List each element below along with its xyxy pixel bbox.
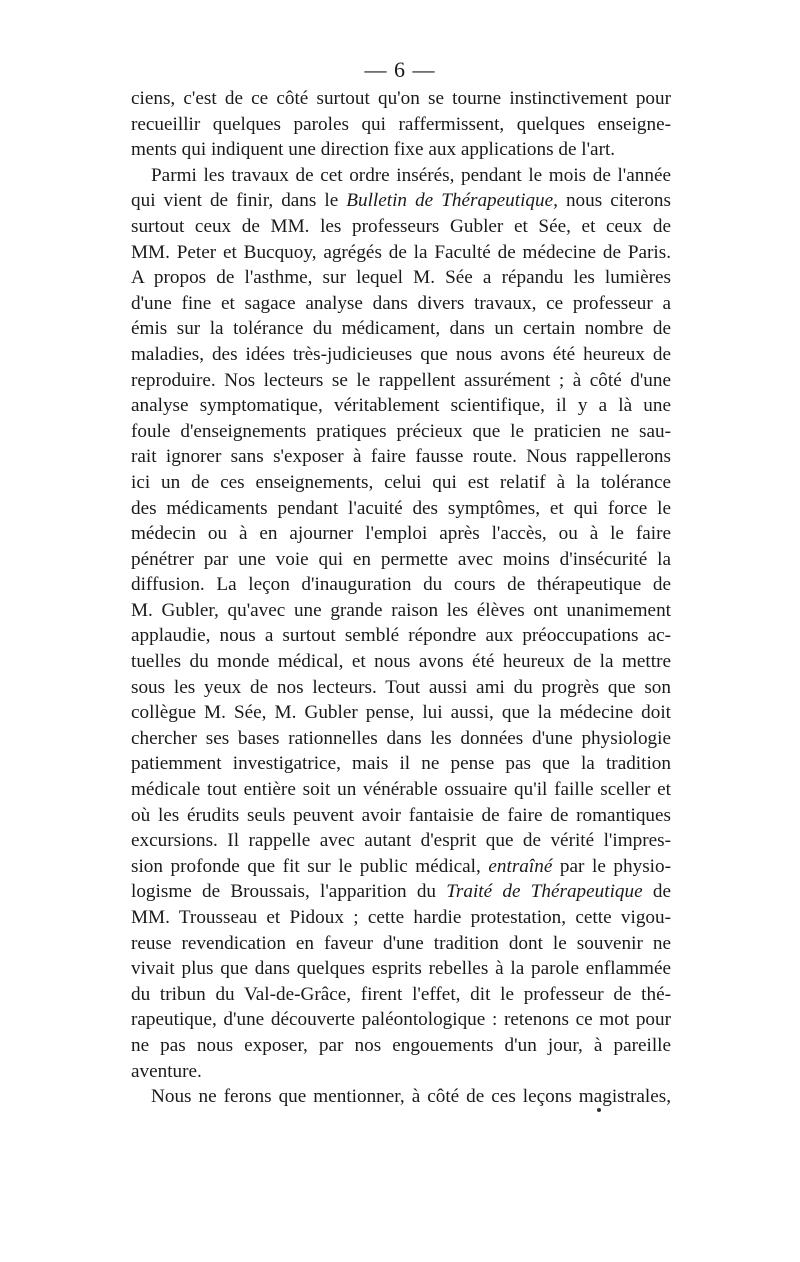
text-line: vivait plus que dans quelques esprits rebelles à la parole enflammée [131, 958, 671, 980]
print-speck [597, 1108, 601, 1112]
text-line: pénétrer par une voie qui en permette avec moins d'insécurité la [131, 548, 671, 570]
text-line: patiemment investigatrice, mais il ne pense pas que la tradition [131, 753, 671, 775]
text-line: ciens, c'est de ce côté surtout qu'on se tourne instinctivement pour [131, 88, 671, 109]
text-segment: nous citerons [557, 190, 671, 212]
text-line [131, 188, 671, 214]
text-line [131, 854, 671, 880]
text-line: A propos de l'asthme, sur lequel M. Sée a répandu les lumières [131, 267, 671, 289]
text-segment: de [642, 881, 671, 903]
italic-title: entraîné [488, 855, 553, 877]
text-line: recueillir quelques paroles qui raffermissent, quelques enseigne- [131, 113, 671, 135]
text-line: aventure. [131, 1060, 202, 1082]
text-line: tuelles du monde médical, et nous avons été heureux de la mettre [131, 651, 671, 673]
text-line: excursions. Il rappelle avec autant d'esprit que de vérité l'impres- [131, 830, 671, 852]
text-line: rapeutique, d'une découverte paléontologique : retenons ce mot pour [131, 1009, 671, 1031]
text-line: diffusion. La leçon d'inauguration du cours de thérapeutique de [131, 574, 671, 596]
text-line: émis sur la tolérance du médicament, dans un certain nombre de [131, 318, 671, 340]
text-line: Parmi les travaux de cet ordre insérés, pendant le mois de l'année [151, 164, 671, 186]
text-line: rait ignorer sans s'exposer à faire fausse route. Nous rappellerons [131, 446, 671, 468]
text-line: Nous ne ferons que mentionner, à côté de ces leçons magistrales, [151, 1086, 671, 1108]
text-line: reproduire. Nos lecteurs se le rappellent assurément ; à côté d'une [131, 369, 671, 391]
italic-title: Bulletin de Thérapeutique, [346, 190, 558, 212]
text-segment: sion profonde que fit sur le public médical, [131, 855, 489, 877]
page-number: — 6 — [364, 57, 436, 82]
text-segment: par le physio- [552, 855, 671, 877]
text-segment: logisme de Broussais, l'apparition du [131, 881, 447, 903]
text-line: d'une fine et sagace analyse dans divers travaux, ce professeur a [131, 292, 671, 314]
text-line: foule d'enseignements pratiques précieux que le praticien ne sau- [131, 420, 671, 442]
text-line: surtout ceux de MM. les professeurs Gubler et Sée, et ceux de [131, 215, 671, 237]
text-segment: qui vient de finir, dans le [131, 190, 347, 212]
text-line: ments qui indiquent une direction fixe aux applications de l'art. [131, 139, 616, 161]
text-line: médicale tout entière soit un vénérable ossuaire qu'il faille sceller et [131, 779, 671, 801]
text-line: maladies, des idées très-judicieuses que nous avons été heureux de [131, 343, 671, 365]
text-line: applaudie, nous a surtout semblé répondre aux préoccupations ac- [131, 625, 671, 647]
text-line [131, 879, 671, 905]
text-line: reuse revendication en faveur d'une tradition dont le souvenir ne [131, 932, 671, 954]
italic-title: Traité de Thérapeutique [446, 881, 643, 903]
text-line: MM. Trousseau et Pidoux ; cette hardie protestation, cette vigou- [131, 907, 671, 928]
text-line: chercher ses bases rationnelles dans les données d'une physiologie [131, 727, 671, 749]
text-line: médecin ou à en ajourner l'emploi après l'accès, ou à le faire [131, 523, 671, 545]
text-line: collègue M. Sée, M. Gubler pense, lui aussi, que la médecine doit [131, 702, 671, 724]
text-line: analyse symptomatique, véritablement scientifique, il y a là une [131, 395, 671, 417]
text-line: où les érudits seuls peuvent avoir fantaisie de faire de romantiques [131, 804, 671, 826]
text-line: MM. Peter et Bucquoy, agrégés de la Faculté de médecine de Paris. [131, 241, 671, 263]
body-text [131, 86, 671, 1110]
text-line: ici un de ces enseignements, celui qui est relatif à la tolérance [131, 471, 671, 493]
text-line: sous les yeux de nos lecteurs. Tout aussi ami du progrès que son [131, 676, 671, 698]
text-line: des médicaments pendant l'acuité des symptômes, et qui force le [131, 497, 671, 519]
text-line: ne pas nous exposer, par nos engouements d'un jour, à pareille [131, 1034, 671, 1056]
text-line: M. Gubler, qu'avec une grande raison les élèves ont unanimement [131, 599, 671, 621]
text-line: du tribun du Val-de-Grâce, firent l'effet, dit le professeur de thé- [131, 983, 671, 1005]
